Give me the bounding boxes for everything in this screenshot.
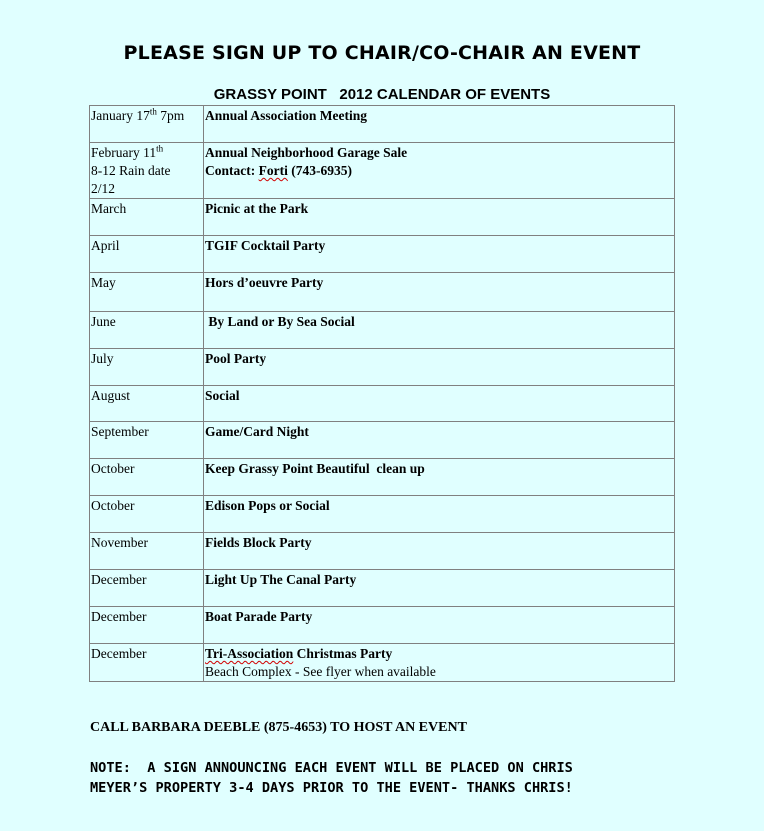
- table-row: [90, 459, 675, 496]
- table-row: [90, 422, 675, 459]
- event-date: May: [90, 273, 204, 312]
- contact-name: Forti: [258, 163, 288, 178]
- event-date: November: [90, 533, 204, 570]
- event-date: October: [90, 459, 204, 496]
- event-name: Social: [204, 386, 675, 422]
- event-date: October: [90, 496, 204, 533]
- event-name: Keep Grassy Point Beautiful clean up: [204, 459, 675, 496]
- page-heading: PLEASE SIGN UP TO CHAIR/CO-CHAIR AN EVENT: [123, 42, 641, 64]
- table-row: [90, 644, 675, 682]
- table-row: [90, 273, 675, 312]
- event-date: September: [90, 422, 204, 459]
- event-date: December: [90, 570, 204, 607]
- event-name: Annual Association Meeting: [204, 106, 675, 143]
- event-name: TGIF Cocktail Party: [204, 236, 675, 273]
- event-name: Boat Parade Party: [204, 607, 675, 644]
- event-date: July: [90, 349, 204, 386]
- event-name: Tri-Association Christmas Party Beach Complex - See flyer when available: [204, 644, 675, 682]
- event-date: March: [90, 199, 204, 236]
- table-row: [90, 607, 675, 644]
- event-date: January 17th 7pm: [90, 106, 204, 143]
- table-row: [90, 496, 675, 533]
- table-row: [90, 236, 675, 273]
- event-date: December: [90, 644, 204, 682]
- event-name-part: Tri-Association: [205, 646, 294, 661]
- event-date: June: [90, 312, 204, 349]
- table-row: [90, 570, 675, 607]
- table-row: [90, 312, 675, 349]
- table-row: [90, 533, 675, 570]
- event-date: December: [90, 607, 204, 644]
- table-row: [90, 143, 675, 199]
- event-name: Hors d’oeuvre Party: [204, 273, 675, 312]
- event-name: By Land or By Sea Social: [204, 312, 675, 349]
- event-date: August: [90, 386, 204, 422]
- event-name: Annual Neighborhood Garage Sale Contact: Forti (743-6935): [204, 143, 675, 199]
- calendar-title: GRASSY POINT 2012 CALENDAR OF EVENTS: [213, 86, 551, 103]
- event-date: April: [90, 236, 204, 273]
- event-note: Beach Complex - See flyer when available: [205, 664, 436, 679]
- event-name: Picnic at the Park: [204, 199, 675, 236]
- sign-note-line: NOTE: A SIGN ANNOUNCING EACH EVENT WILL BE PLACED ON CHRIS: [90, 760, 573, 776]
- event-name: Pool Party: [204, 349, 675, 386]
- table-row: [90, 349, 675, 386]
- table-row: [90, 386, 675, 422]
- event-name: Game/Card Night: [204, 422, 675, 459]
- table-row: [90, 199, 675, 236]
- event-name: Edison Pops or Social: [204, 496, 675, 533]
- event-date: February 11th 8-12 Rain date 2/12: [90, 143, 204, 199]
- sign-note-line: MEYER’S PROPERTY 3-4 DAYS PRIOR TO THE EVENT- THANKS CHRIS!: [90, 780, 573, 796]
- event-name: Fields Block Party: [204, 533, 675, 570]
- sign-note: [90, 758, 690, 798]
- host-call-to-action: CALL BARBARA DEEBLE (875-4653) TO HOST AN EVENT: [90, 720, 467, 735]
- event-name: Light Up The Canal Party: [204, 570, 675, 607]
- events-table: [89, 105, 675, 682]
- table-row: [90, 106, 675, 143]
